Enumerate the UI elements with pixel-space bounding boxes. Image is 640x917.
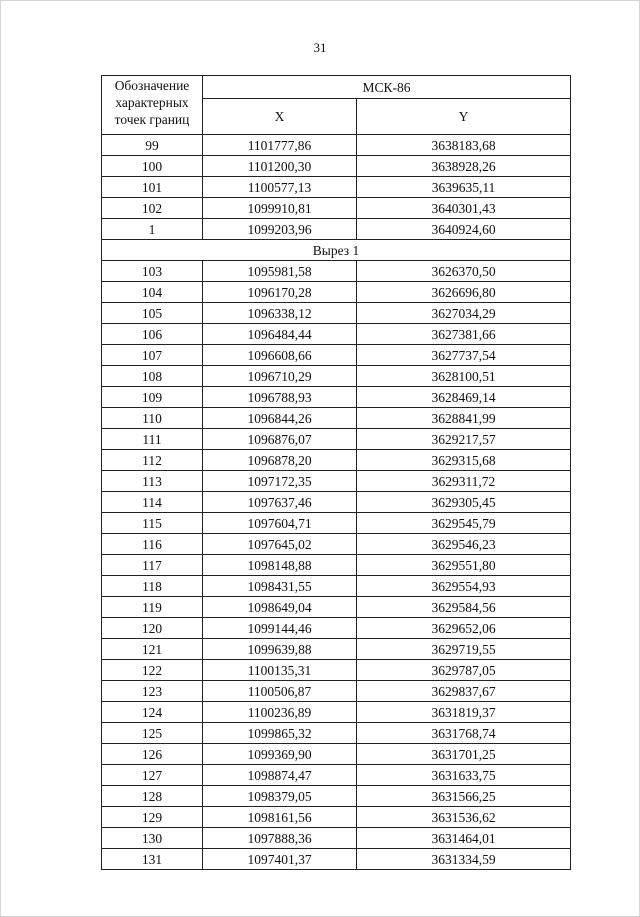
y-coordinate-cell: 3629311,72 [357, 471, 571, 492]
table-row [102, 429, 571, 450]
table-row [102, 303, 571, 324]
x-coordinate-cell: 1099144,46 [203, 618, 357, 639]
point-number-cell: 110 [102, 408, 203, 429]
page-number: 31 [313, 40, 327, 55]
point-number-cell: 113 [102, 471, 203, 492]
section-cutout [102, 240, 571, 261]
x-coordinate-cell: 1097401,37 [203, 849, 357, 870]
point-number-cell: 99 [102, 135, 203, 156]
table-row [102, 765, 571, 786]
table-header [102, 76, 571, 135]
table-row [102, 849, 571, 870]
x-coordinate-cell: 1097172,35 [203, 471, 357, 492]
table-row [102, 492, 571, 513]
table-row [102, 618, 571, 639]
point-number-cell: 115 [102, 513, 203, 534]
point-number-cell: 106 [102, 324, 203, 345]
y-coordinate-cell: 3629652,06 [357, 618, 571, 639]
x-coordinate-cell: 1099910,81 [203, 198, 357, 219]
y-coordinate-cell: 3638183,68 [357, 135, 571, 156]
table-row [102, 723, 571, 744]
table-row [102, 597, 571, 618]
point-number-cell: 118 [102, 576, 203, 597]
table-row [102, 345, 571, 366]
y-coordinate-cell: 3629787,05 [357, 660, 571, 681]
x-coordinate-cell: 1099369,90 [203, 744, 357, 765]
x-coordinate-cell: 1096788,93 [203, 387, 357, 408]
x-coordinate-cell: 1099865,32 [203, 723, 357, 744]
y-coordinate-cell: 3631768,74 [357, 723, 571, 744]
table-row [102, 576, 571, 597]
point-number-cell: 129 [102, 807, 203, 828]
point-number-cell: 122 [102, 660, 203, 681]
x-coordinate-cell: 1097645,02 [203, 534, 357, 555]
y-coordinate-cell: 3628100,51 [357, 366, 571, 387]
x-coordinate-cell: 1096170,28 [203, 282, 357, 303]
y-coordinate-cell: 3631566,25 [357, 786, 571, 807]
x-coordinate-cell: 1098431,55 [203, 576, 357, 597]
point-number-cell: 109 [102, 387, 203, 408]
point-number-cell: 111 [102, 429, 203, 450]
x-coordinate-cell: 1100506,87 [203, 681, 357, 702]
x-coordinate-cell: 1098874,47 [203, 765, 357, 786]
y-coordinate-cell: 3639635,11 [357, 177, 571, 198]
coordinate-system-header: МСК-86 [203, 76, 571, 99]
point-number-cell: 128 [102, 786, 203, 807]
x-coordinate-cell: 1101777,86 [203, 135, 357, 156]
point-number-cell: 130 [102, 828, 203, 849]
table-row [102, 828, 571, 849]
point-number-cell: 123 [102, 681, 203, 702]
boundary-coordinates-table [101, 75, 571, 870]
table-row [102, 219, 571, 240]
x-coordinate-cell: 1100236,89 [203, 702, 357, 723]
y-coordinate-cell: 3629551,80 [357, 555, 571, 576]
point-number-cell: 120 [102, 618, 203, 639]
x-coordinate-cell: 1098148,88 [203, 555, 357, 576]
point-number-cell: 103 [102, 261, 203, 282]
x-coordinate-cell: 1100135,31 [203, 660, 357, 681]
table-row [102, 198, 571, 219]
point-number-cell: 121 [102, 639, 203, 660]
point-number-cell: 101 [102, 177, 203, 198]
y-coordinate-cell: 3631701,25 [357, 744, 571, 765]
table-row [102, 366, 571, 387]
x-coordinate-cell: 1098379,05 [203, 786, 357, 807]
table-row [102, 786, 571, 807]
y-coordinate-cell: 3629546,23 [357, 534, 571, 555]
y-coordinate-cell: 3629554,93 [357, 576, 571, 597]
point-number-cell: 1 [102, 219, 203, 240]
y-coordinate-cell: 3626696,80 [357, 282, 571, 303]
table-row [102, 807, 571, 828]
x-coordinate-cell: 1100577,13 [203, 177, 357, 198]
x-column-header: X [203, 99, 357, 135]
table-row [102, 408, 571, 429]
x-coordinate-cell: 1096878,20 [203, 450, 357, 471]
point-number-cell: 124 [102, 702, 203, 723]
x-coordinate-cell: 1097604,71 [203, 513, 357, 534]
point-number-cell: 104 [102, 282, 203, 303]
y-coordinate-cell: 3629315,68 [357, 450, 571, 471]
x-coordinate-cell: 1096484,44 [203, 324, 357, 345]
table-row [102, 471, 571, 492]
x-coordinate-cell: 1099203,96 [203, 219, 357, 240]
y-coordinate-cell: 3629545,79 [357, 513, 571, 534]
x-coordinate-cell: 1097888,36 [203, 828, 357, 849]
table-row [102, 135, 571, 156]
x-coordinate-cell: 1095981,58 [203, 261, 357, 282]
point-number-cell: 100 [102, 156, 203, 177]
point-number-cell: 107 [102, 345, 203, 366]
point-number-cell: 131 [102, 849, 203, 870]
y-coordinate-cell: 3627381,66 [357, 324, 571, 345]
y-coordinate-cell: 3631633,75 [357, 765, 571, 786]
y-coordinate-cell: 3638928,26 [357, 156, 571, 177]
y-coordinate-cell: 3640301,43 [357, 198, 571, 219]
x-coordinate-cell: 1096710,29 [203, 366, 357, 387]
x-coordinate-cell: 1098161,56 [203, 807, 357, 828]
table-row [102, 450, 571, 471]
point-number-cell: 108 [102, 366, 203, 387]
table-row [102, 513, 571, 534]
y-coordinate-cell: 3629584,56 [357, 597, 571, 618]
x-coordinate-cell: 1101200,30 [203, 156, 357, 177]
y-coordinate-cell: 3626370,50 [357, 261, 571, 282]
point-number-cell: 114 [102, 492, 203, 513]
point-number-cell: 127 [102, 765, 203, 786]
y-coordinate-cell: 3631334,59 [357, 849, 571, 870]
y-coordinate-cell: 3631536,62 [357, 807, 571, 828]
table-row [102, 282, 571, 303]
table-row [102, 324, 571, 345]
x-coordinate-cell: 1096876,07 [203, 429, 357, 450]
table-row [102, 702, 571, 723]
x-coordinate-cell: 1098649,04 [203, 597, 357, 618]
point-number-cell: 102 [102, 198, 203, 219]
table-row [102, 555, 571, 576]
y-column-header: Y [357, 99, 571, 135]
x-coordinate-cell: 1096338,12 [203, 303, 357, 324]
section-title-cutout-1: Вырез 1 [102, 240, 571, 261]
table-row [102, 261, 571, 282]
y-coordinate-cell: 3640924,60 [357, 219, 571, 240]
y-coordinate-cell: 3628841,99 [357, 408, 571, 429]
point-number-cell: 126 [102, 744, 203, 765]
table-row [102, 744, 571, 765]
x-coordinate-cell: 1097637,46 [203, 492, 357, 513]
point-number-cell: 125 [102, 723, 203, 744]
point-number-cell: 112 [102, 450, 203, 471]
point-designation-header: Обозначение характерных точек границ [102, 76, 203, 135]
table-body-cutout [102, 261, 571, 870]
table-row [102, 387, 571, 408]
x-coordinate-cell: 1096608,66 [203, 345, 357, 366]
table-row [102, 639, 571, 660]
table-row [102, 660, 571, 681]
x-coordinate-cell: 1096844,26 [203, 408, 357, 429]
y-coordinate-cell: 3631819,37 [357, 702, 571, 723]
y-coordinate-cell: 3631464,01 [357, 828, 571, 849]
point-number-cell: 105 [102, 303, 203, 324]
table-body-main [102, 135, 571, 240]
y-coordinate-cell: 3628469,14 [357, 387, 571, 408]
table-row [102, 534, 571, 555]
y-coordinate-cell: 3627034,29 [357, 303, 571, 324]
table-row [102, 681, 571, 702]
point-number-cell: 119 [102, 597, 203, 618]
y-coordinate-cell: 3627737,54 [357, 345, 571, 366]
point-number-cell: 116 [102, 534, 203, 555]
x-coordinate-cell: 1099639,88 [203, 639, 357, 660]
y-coordinate-cell: 3629719,55 [357, 639, 571, 660]
table-row [102, 177, 571, 198]
point-number-cell: 117 [102, 555, 203, 576]
y-coordinate-cell: 3629837,67 [357, 681, 571, 702]
y-coordinate-cell: 3629305,45 [357, 492, 571, 513]
y-coordinate-cell: 3629217,57 [357, 429, 571, 450]
table-row [102, 156, 571, 177]
